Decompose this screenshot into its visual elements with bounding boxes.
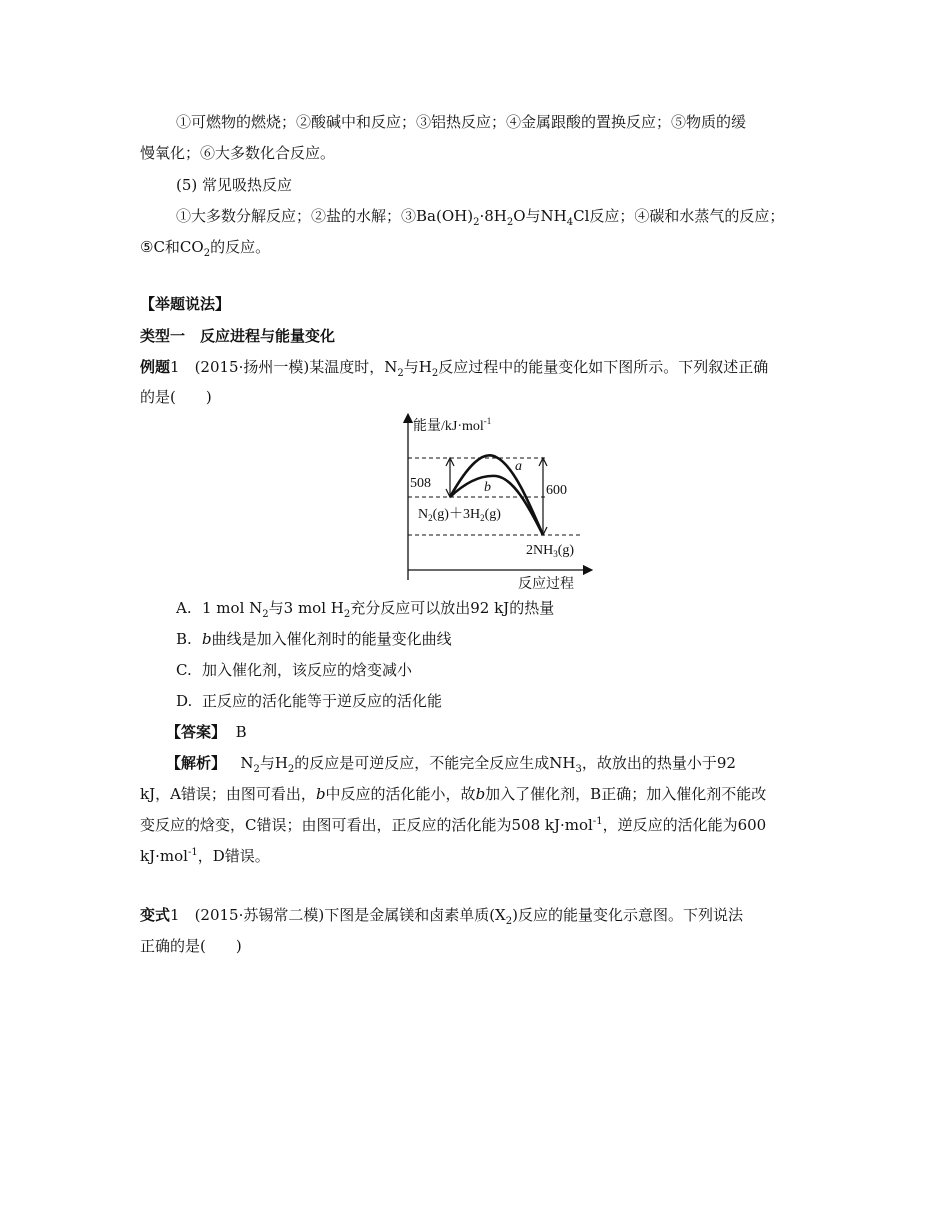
analysis-line2: kJ，A错误；由图可看出，b中反应的活化能小，故b加入了催化剂，B正确；加入催化剂不能改	[140, 785, 767, 803]
option-c: C. 加入催化剂，该反应的焓变减小	[176, 661, 413, 679]
label-508: 508	[410, 476, 431, 491]
curve-a	[450, 455, 543, 535]
variant1-question-line1: 变式1 (2015·苏锡常二模)下图是金属镁和卤素单质$(X_2)$反应的能量变化示意图。下列说法	[140, 906, 743, 927]
endo-items-line1: ①大多数分解反应；②盐的水解；$③Ba(OH)_2\cdot 8H_2O$与$NH_4Cl$反应；④碳和水蒸气的反应；	[176, 207, 785, 228]
label-600: 600	[546, 483, 567, 498]
analysis-line1: 【解析】 $N_2$与$H_2$的反应是可逆反应，不能完全反应生成$NH_3$，故放出的热量小于92	[166, 754, 736, 775]
example1-question-line2: 的是( )	[140, 388, 212, 406]
exo-items-line2: 慢氧化；⑥大多数化合反应。	[140, 144, 336, 162]
energy-diagram	[398, 410, 598, 590]
option-b: B. b曲线是加入催化剂时的能量变化曲线	[176, 630, 452, 648]
option-a: A. 1 mol $N_2$与3 mol $H_2$充分反应可以放出92 kJ的热量	[176, 599, 555, 620]
reactant-label: $N_2(g)+3H_2(g)$	[418, 507, 501, 523]
endo-heading: (5) 常见吸热反应	[176, 176, 293, 194]
curve-b-label: b	[484, 480, 491, 495]
option-d: D. 正反应的活化能等于逆反应的活化能	[176, 692, 443, 710]
endo-items-line2: ⑤C和$CO_2$的反应。	[140, 238, 271, 259]
example1-question-line1: 例题1 (2015·扬州一模)某温度时，$N_2$与$H_2$反应过程中的能量变化如下图所示。下列叙述正确	[140, 358, 769, 379]
x-axis-label: 反应过程	[518, 577, 574, 590]
answer: 【答案】 B	[166, 723, 247, 741]
analysis-line3: 变反应的焓变，C错误；由图可看出，正反应的活化能为508 kJ·mol$^{-1}$，逆反应的活化能为600	[140, 816, 767, 834]
exo-items-line1: ①可燃物的燃烧；②酸碱中和反应；③铝热反应；④金属跟酸的置换反应；⑤物质的缓	[176, 113, 747, 131]
y-axis-label: 能量/kJ·mol$^{-1}$	[413, 416, 492, 434]
variant1-question-line2: 正确的是( )	[140, 937, 242, 955]
product-label: $2NH_3(g)$	[526, 543, 575, 559]
type-label: 类型一 反应进程与能量变化	[140, 327, 336, 345]
section-header: 【举题说法】	[140, 295, 231, 313]
curve-a-label: a	[515, 459, 522, 474]
analysis-line4: kJ·mol$^{-1}$，D错误。	[140, 847, 270, 865]
